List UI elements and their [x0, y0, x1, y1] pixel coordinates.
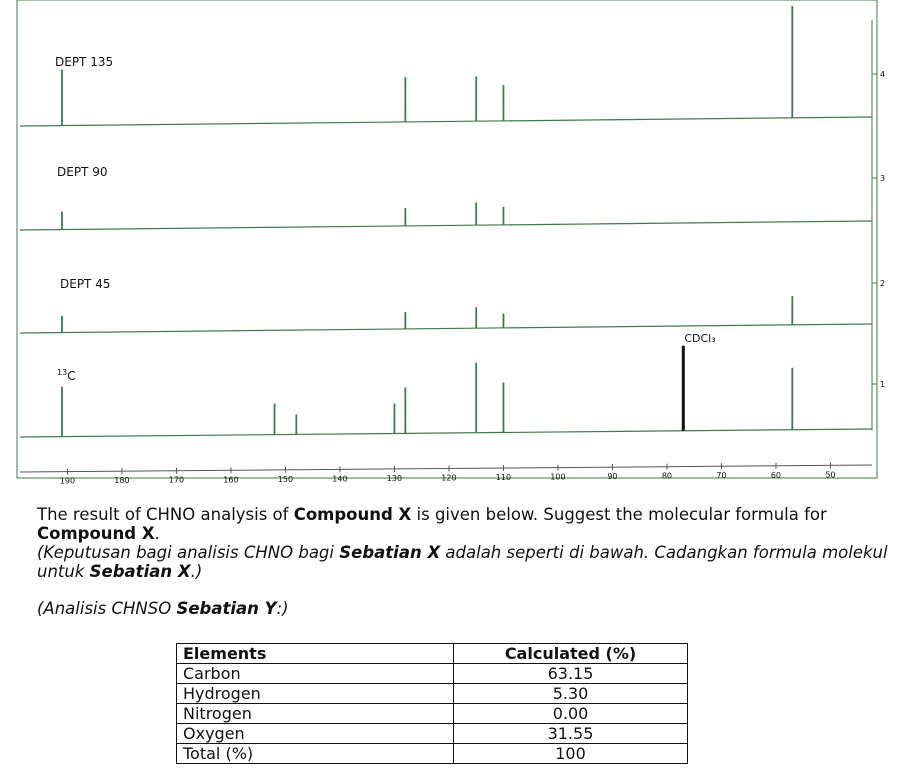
- element-cell: Total (%): [177, 744, 454, 764]
- element-cell: Nitrogen: [177, 704, 454, 724]
- trace-baseline: [20, 324, 872, 333]
- value-cell: 31.55: [454, 724, 688, 744]
- question-text: [37, 505, 897, 618]
- trace-label: DEPT 45: [60, 277, 111, 291]
- x-tick-label: 70: [716, 471, 727, 481]
- trace-baseline: [20, 117, 872, 126]
- x-tick-label: 150: [277, 474, 294, 484]
- x-tick-label: 180: [114, 476, 130, 486]
- x-tick-label: 100: [550, 472, 566, 482]
- trace-baseline: [20, 221, 872, 230]
- x-tick-label: 50: [825, 470, 836, 480]
- x-tick-label: 170: [168, 475, 185, 485]
- header-elements: Elements: [177, 644, 454, 664]
- table-row: [177, 704, 688, 724]
- value-cell: 5.30: [454, 684, 688, 704]
- question-english: The result of CHNO analysis of Compound X is given below. Suggest the molecular formula for Compound X.: [37, 505, 827, 543]
- header-calculated: Calculated (%): [454, 644, 688, 664]
- x-tick-label: 60: [770, 470, 782, 480]
- x-tick-label: 120: [441, 473, 457, 483]
- element-cell: Oxygen: [177, 724, 454, 744]
- value-cell: 63.15: [454, 664, 688, 684]
- x-tick-label: 190: [59, 476, 76, 486]
- question-malay: (Keputusan bagi analisis CHNO bagi Sebatian X adalah seperti di bawah. Cadangkan formula molekul untuk Sebatian X.): [37, 543, 888, 581]
- table-row: [177, 664, 688, 684]
- table-row: [177, 744, 688, 764]
- trace-label: DEPT 90: [57, 165, 108, 179]
- table-row: [177, 684, 688, 704]
- solvent-label: CDCl₃: [684, 332, 716, 345]
- value-cell: 0.00: [454, 704, 688, 724]
- right-tick-label: 1: [880, 380, 886, 389]
- element-cell: Carbon: [177, 664, 454, 684]
- x-tick-label: 90: [607, 472, 618, 482]
- trace-label: $^{13}$C: [57, 368, 76, 383]
- element-cell: Hydrogen: [177, 684, 454, 704]
- x-axis-line: [20, 465, 872, 472]
- x-tick-label: 110: [495, 473, 512, 483]
- analysis-subtitle: (Analisis CHNSO Sebatian Y:): [37, 599, 289, 618]
- table-row: [177, 724, 688, 744]
- trace-label: DEPT 135: [55, 55, 114, 69]
- trace-baseline: [20, 429, 872, 437]
- right-tick-label: 3: [880, 174, 886, 183]
- x-tick-label: 130: [386, 473, 403, 483]
- x-tick-label: 80: [661, 471, 673, 481]
- x-tick-label: 140: [332, 474, 348, 484]
- x-tick-label: 160: [223, 475, 239, 485]
- right-tick-label: 4: [880, 70, 886, 79]
- value-cell: 100: [454, 744, 688, 764]
- chno-table: [176, 643, 688, 764]
- table-header-row: [177, 644, 688, 664]
- right-tick-label: 2: [880, 279, 886, 288]
